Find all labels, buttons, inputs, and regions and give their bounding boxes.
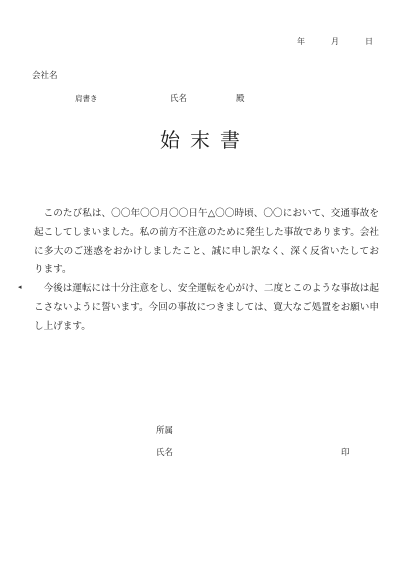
- recipient-honorific: 殿: [236, 94, 245, 104]
- date-month-label: 月: [331, 37, 339, 46]
- seal-label: 印: [341, 448, 350, 458]
- signer-name-label: 氏名: [156, 448, 174, 458]
- body-paragraph-2: 今後は運転には十分注意をし、安全運転を心がけ、二度とこのような事故は起こさないように誓います。今回の事故につきましては、寛大なご処置をお願い申し上げます。: [34, 283, 379, 332]
- recipient-name-label: 氏名: [170, 94, 188, 104]
- company-name-label: 会社名: [32, 71, 58, 81]
- signer-affiliation-label: 所属: [156, 426, 174, 436]
- body-paragraph-1: このたび私は、〇〇年〇〇月〇〇日午△〇〇時頃、〇〇において、交通事故を起こしてしまいました。私の前方不注意のために発生した事故であります。会社に多大のご迷惑をおかけしましたこと、誠に申し訳なく、深く反省いたしております。: [34, 208, 379, 276]
- date-day-label: 日: [365, 37, 373, 46]
- date-line: [297, 36, 373, 47]
- document-body: [34, 205, 379, 337]
- recipient-title-label: 肩書き: [75, 94, 98, 103]
- margin-marker: ◂: [18, 283, 22, 291]
- date-year-label: 年: [297, 37, 305, 46]
- document-title: 始末書: [160, 128, 250, 152]
